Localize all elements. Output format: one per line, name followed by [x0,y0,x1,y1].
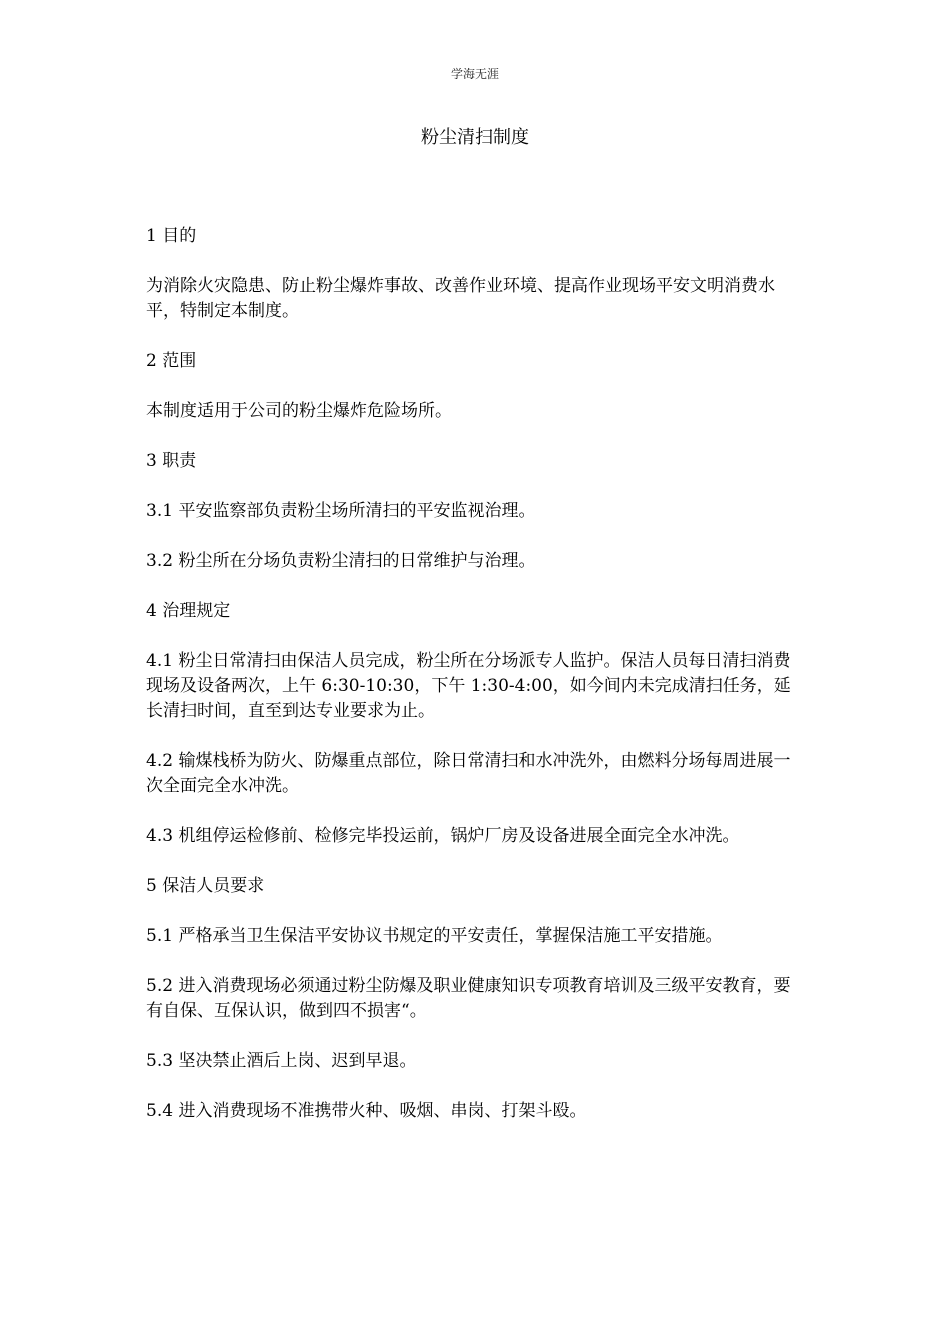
section-1-text: 为消除火灾隐患、防止粉尘爆炸事故、改善作业环境、提高作业现场平安文明消费水平，特制定本制度。 [146,276,775,321]
section-3-heading: 3 职责 [146,451,197,471]
section-3-2: 3.2 粉尘所在分场负责粉尘清扫的日常维护与治理。 [146,551,536,571]
section-2-text: 本制度适用于公司的粉尘爆炸危险场所。 [146,401,452,421]
document-body [146,224,796,1149]
section-4-2: 4.2 输煤栈桥为防火、防爆重点部位，除日常清扫和水冲洗外，由燃料分场每周进展一次全面完全水冲洗。 [146,751,791,796]
section-3-1: 3.1 平安监察部负责粉尘场所清扫的平安监视治理。 [146,501,536,521]
section-4-1: 4.1 粉尘日常清扫由保洁人员完成，粉尘所在分场派专人监护。保洁人员每日清扫消费现场及设备两次，上午 6:30-10:30，下午 1:30-4:00，如今间内未完成清扫任务，延长清扫时间，直至到达专业要求为止。 [146,651,791,721]
page-title: 粉尘清扫制度 [421,127,529,148]
page-header: 学海无涯 [450,67,499,81]
section-1-heading: 1 目的 [146,226,197,246]
section-4-3: 4.3 机组停运检修前、检修完毕投运前，锅炉厂房及设备进展全面完全水冲洗。 [146,826,740,846]
section-5-heading: 5 保洁人员要求 [146,876,265,896]
section-2-heading: 2 范围 [146,351,197,371]
section-5-1: 5.1 严格承当卫生保洁平安协议书规定的平安责任，掌握保洁施工平安措施。 [146,926,723,946]
section-4-heading: 4 治理规定 [146,601,231,621]
section-5-4: 5.4 进入消费现场不准携带火种、吸烟、串岗、打架斗殴。 [146,1101,587,1121]
section-5-3: 5.3 坚决禁止酒后上岗、迟到早退。 [146,1051,417,1071]
section-5-2: 5.2 进入消费现场必须通过粉尘防爆及职业健康知识专项教育培训及三级平安教育，要有自保、互保认识，做到四不损害“。 [146,976,791,1021]
